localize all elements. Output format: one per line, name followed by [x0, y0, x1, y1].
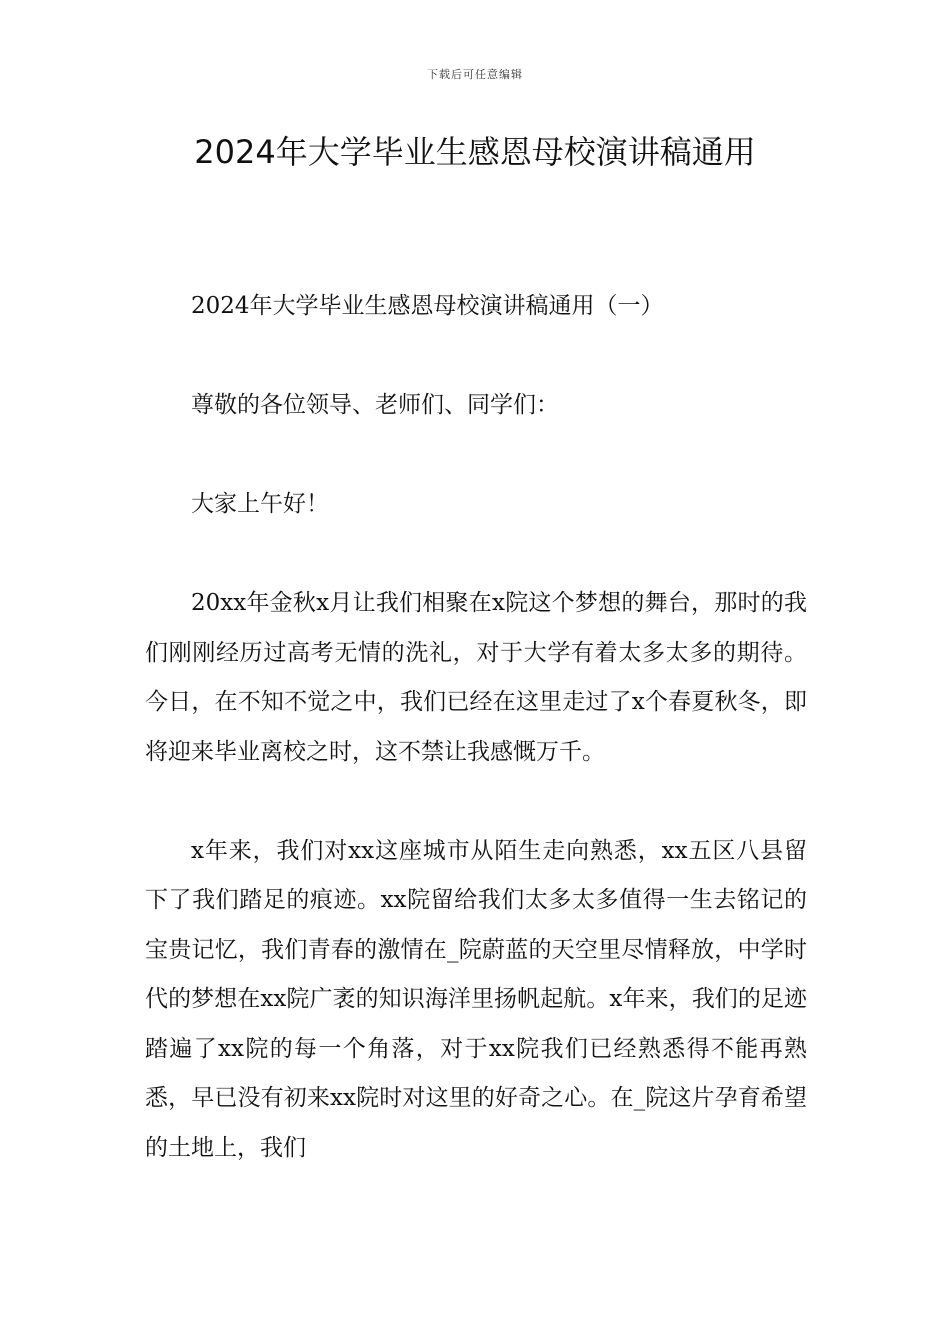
document-body	[145, 282, 807, 1223]
salutation-paragraph: 大家上午好！	[191, 491, 329, 517]
body-paragraph: 20xx年金秋x月让我们相聚在x院这个梦想的舞台，那时的我们刚刚经历过高考无情的洗礼，对于大学有着太多太多的期待。今日，在不知不觉之中，我们已经在这里走过了x个春夏秋冬，即将迎来毕业离校之时，这不禁让我感慨万千。	[145, 590, 807, 765]
greeting-paragraph: 尊敬的各位领导、老师们、同学们：	[191, 392, 559, 418]
document-title: 2024年大学毕业生感恩母校演讲稿通用	[194, 133, 756, 171]
subtitle-paragraph: 2024年大学毕业生感恩母校演讲稿通用（一）	[191, 293, 664, 319]
body-paragraph: x年来，我们对xx这座城市从陌生走向熟悉，xx五区八县留下了我们踏足的痕迹。xx院留给我们太多太多值得一生去铭记的宝贵记忆，我们青春的激情在_院蔚蓝的天空里尽情释放，中学时代的梦想在xx院广袤的知识海洋里扬帆起航。x年来，我们的足迹踏遍了xx院的每一个角落，对于xx院我们已经熟悉得不能再熟悉，早已没有初来xx院时对这里的好奇之心。在_院这片孕育希望的土地上，我们	[145, 837, 807, 1161]
header-note: 下载后可任意编辑	[427, 68, 523, 81]
